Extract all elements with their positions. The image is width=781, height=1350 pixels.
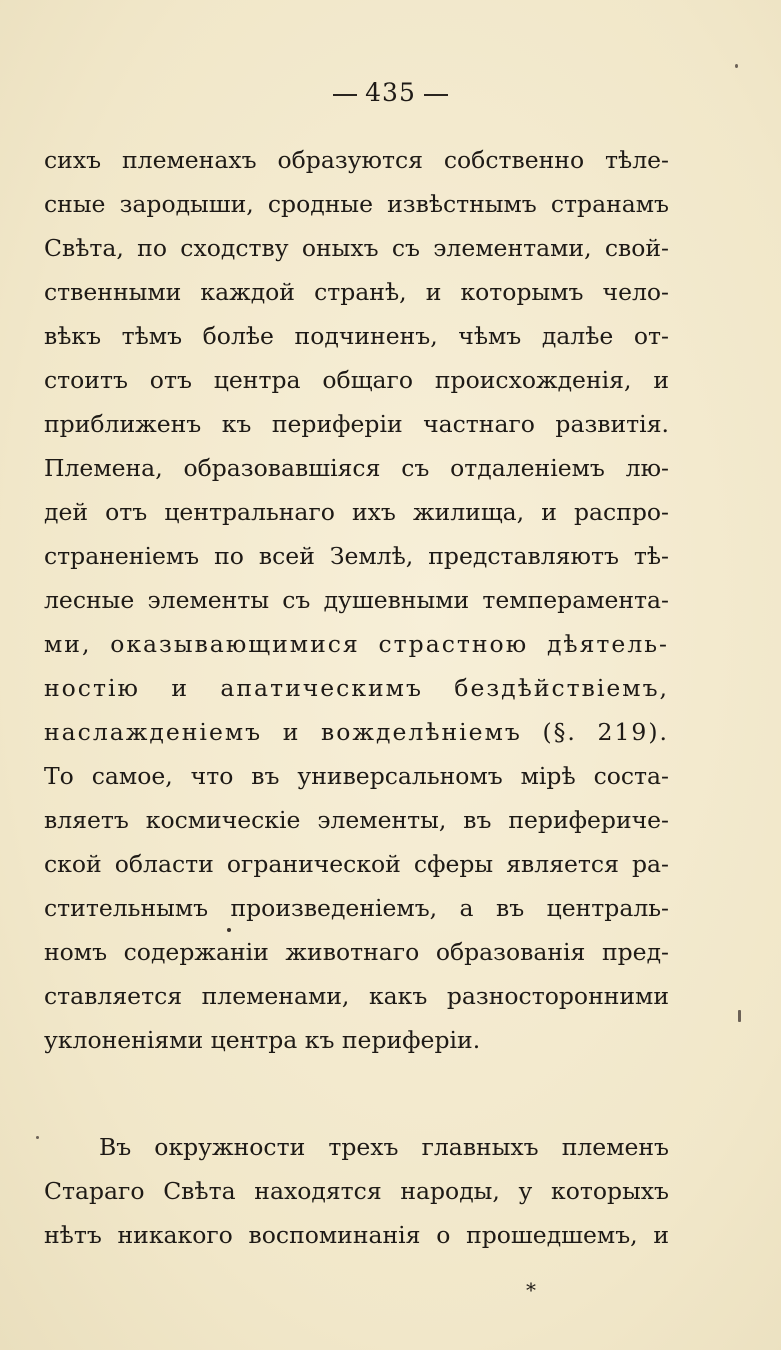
text-line: Стараго Свѣта находятся народы, у которыхъ	[44, 1177, 669, 1205]
text-line: ской области огранической сферы является ра-	[44, 850, 669, 878]
text-line: номъ содержаніи животнаго образованія пред-	[44, 938, 669, 966]
text-line: приближенъ къ периферіи частнаго развитія.	[44, 410, 669, 438]
text-line: сихъ племенахъ образуются собственно тѣле-	[44, 146, 669, 174]
paper-speck	[36, 1136, 39, 1139]
signature-mark: *	[526, 1278, 536, 1302]
text-line: сные зародыши, сродные извѣстнымъ странамъ	[44, 190, 669, 218]
text-line: Свѣта, по сходству оныхъ съ элементами, свой-	[44, 234, 669, 262]
text-line: ственными каждой странѣ, и которымъ чело-	[44, 278, 669, 306]
text-line: дей отъ центральнаго ихъ жилища, и распро-	[44, 498, 669, 526]
text-line: нѣтъ никакого воспоминанія о прошедшемъ, и	[44, 1221, 669, 1249]
text-line: лесные элементы съ душевными темперамента-	[44, 586, 669, 614]
text-line: ми, оказывающимися страстною дѣятель-	[44, 630, 669, 658]
paper-speck	[227, 928, 231, 932]
text-line: наслажденіемъ и вожделѣніемъ (§. 219).	[44, 718, 669, 746]
paragraph-1	[44, 138, 669, 1062]
text-line: Племена, образовавшіяся съ отдаленіемъ лю-	[44, 454, 669, 482]
paper-speck	[735, 64, 738, 68]
text-line: вляетъ космическіе элементы, въ периферичe-	[44, 806, 669, 834]
text-line: То самое, что въ универсальномъ мірѣ соста-	[44, 762, 669, 790]
page-header	[0, 78, 781, 107]
header-dash-right	[424, 94, 448, 96]
header-dash-left	[333, 94, 357, 96]
paper-speck	[738, 1010, 741, 1022]
text-line: страненіемъ по всей Землѣ, представляютъ тѣ-	[44, 542, 669, 570]
text-line: вѣкъ тѣмъ болѣе подчиненъ, чѣмъ далѣе от-	[44, 322, 669, 350]
page-number: 435	[365, 78, 416, 107]
text-line: ставляется племенами, какъ разносторонними	[44, 982, 669, 1010]
text-line: стительнымъ произведеніемъ, а въ централь-	[44, 894, 669, 922]
text-line: Въ окружности трехъ главныхъ племенъ	[99, 1133, 669, 1161]
text-line: стоитъ отъ центра общаго происхожденія, и	[44, 366, 669, 394]
text-line: уклоненіями центра къ периферіи.	[44, 1026, 481, 1054]
text-line: ностію и апатическимъ бездѣйствіемъ,	[44, 674, 669, 702]
paragraph-2	[44, 1125, 669, 1257]
